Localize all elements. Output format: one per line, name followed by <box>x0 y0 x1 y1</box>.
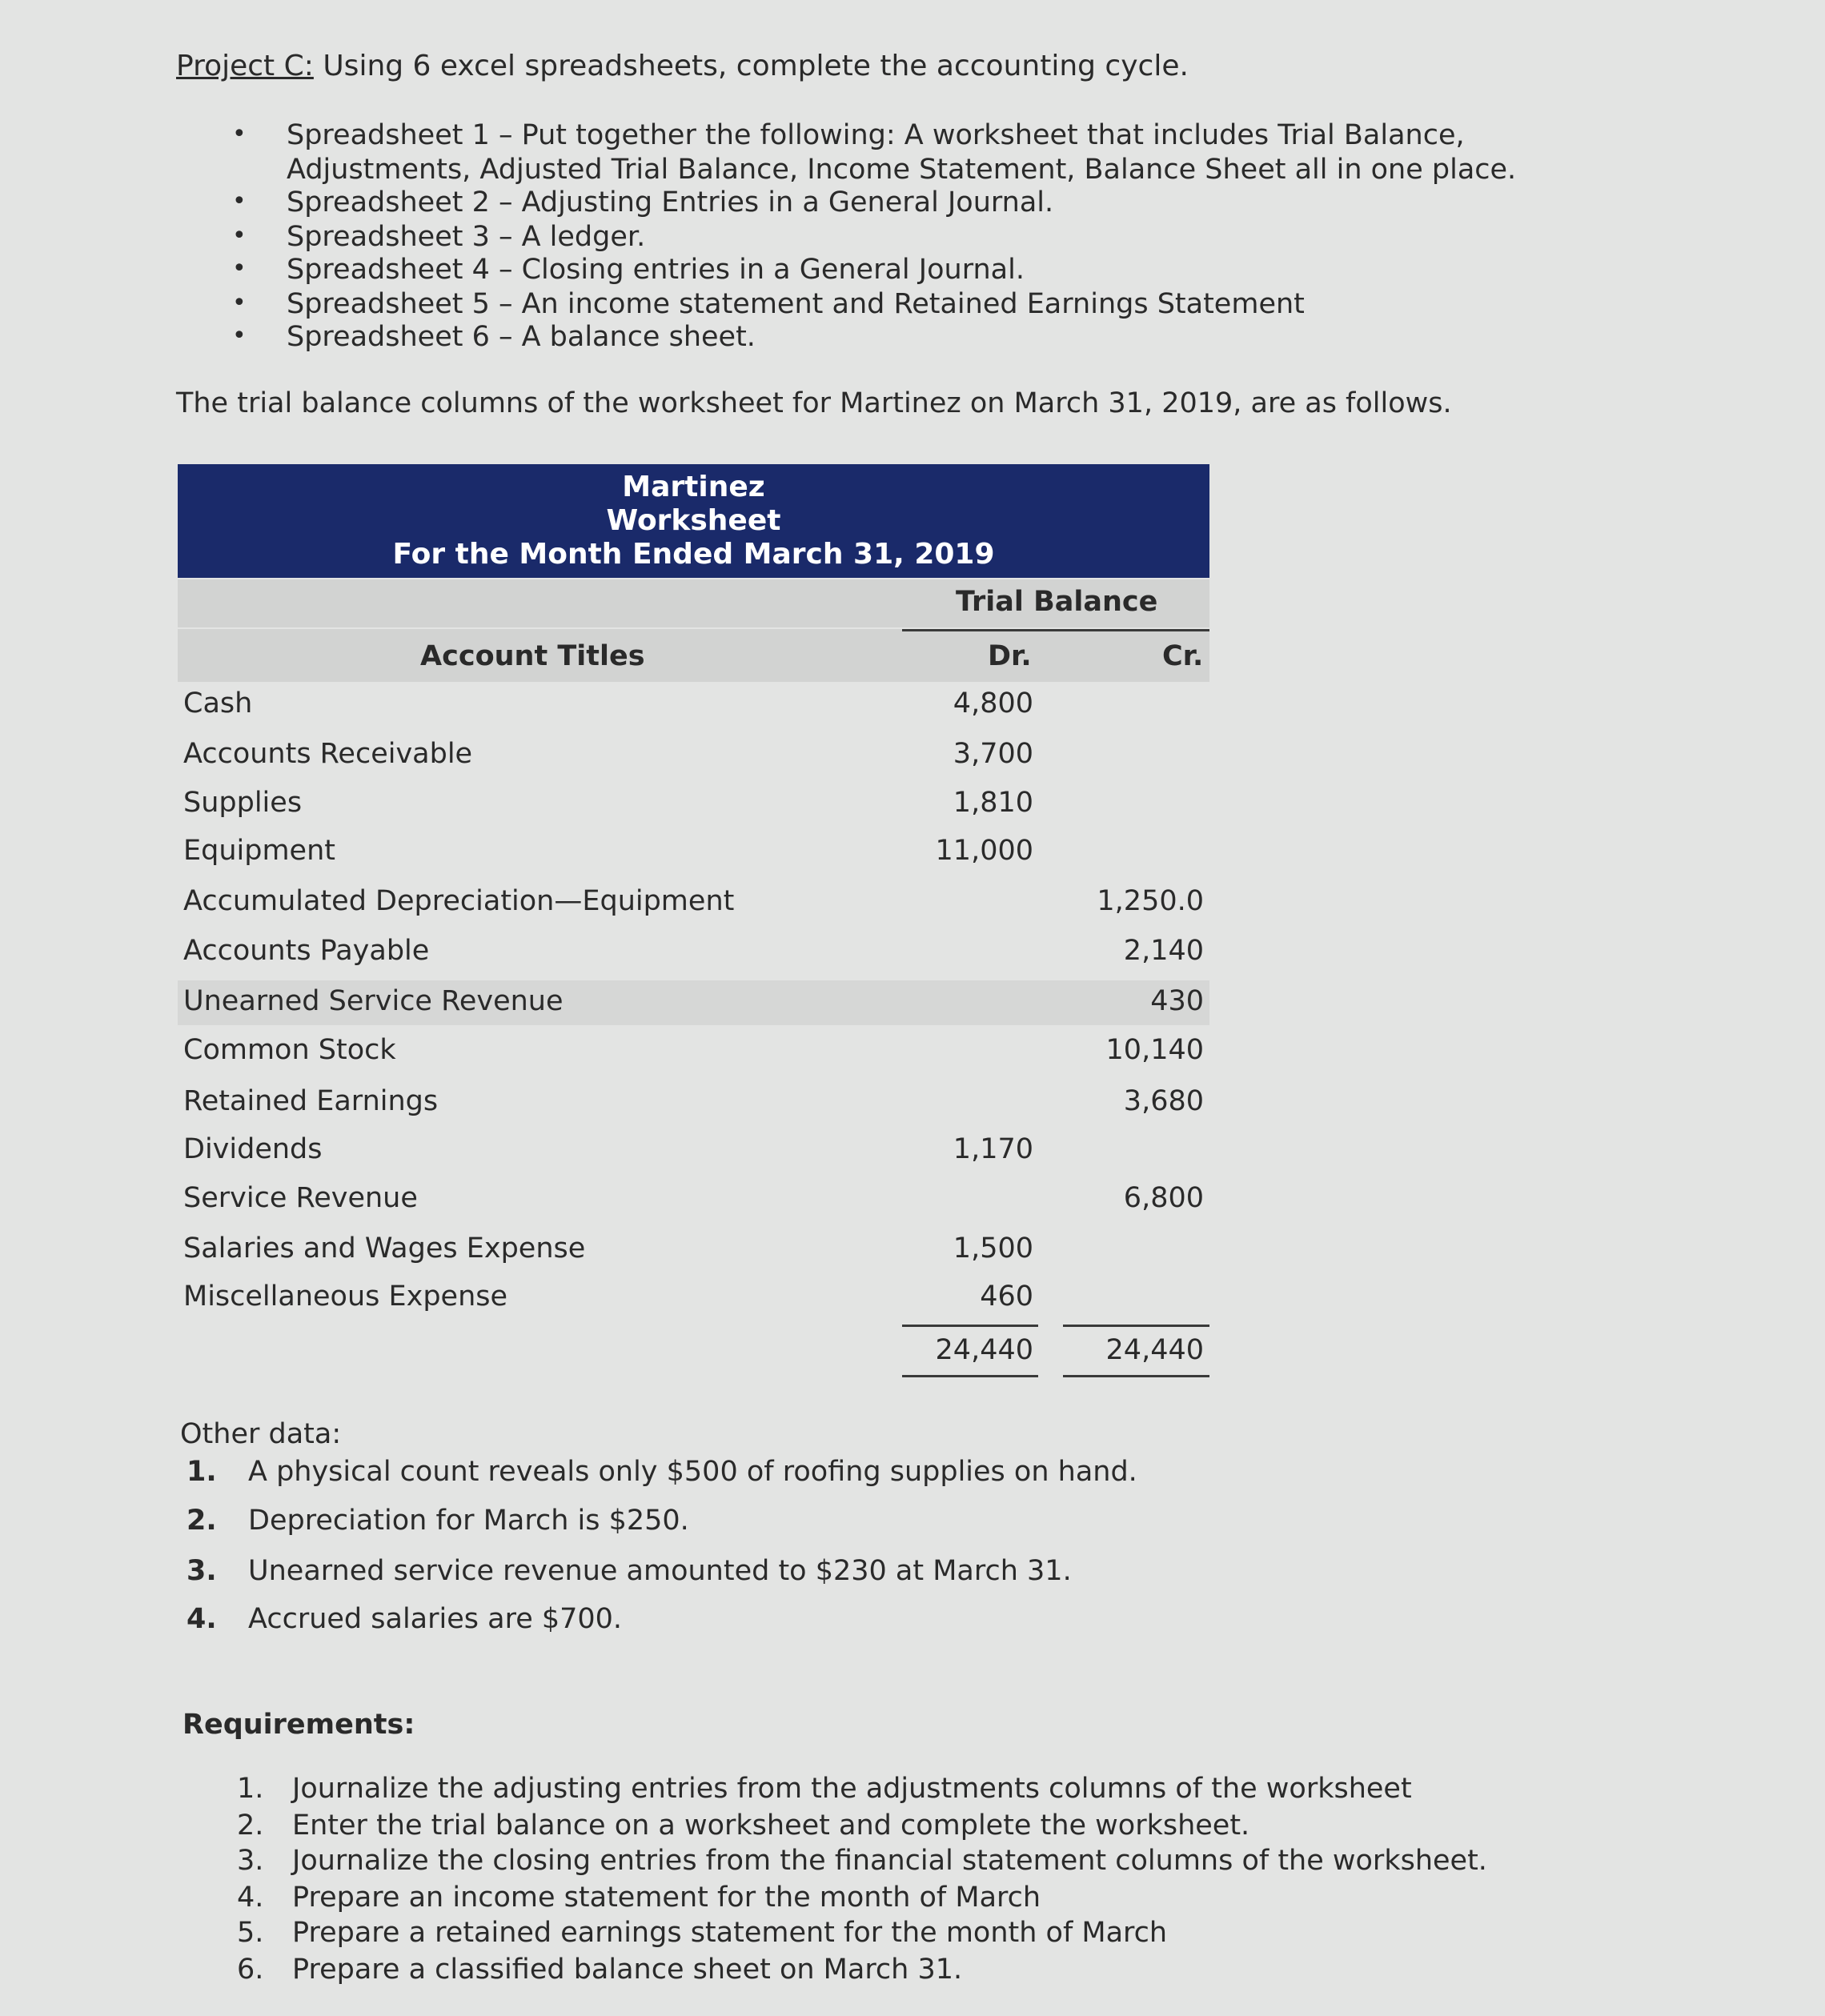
account-service-revenue: Service Revenue <box>183 1182 418 1214</box>
requirement-num-1: 1. <box>237 1773 264 1805</box>
account-accumulated-depreciation: Accumulated Depreciation—Equipment <box>183 885 735 917</box>
bullet-3: Spreadsheet 3 – A ledger. <box>287 221 646 253</box>
cr-total-rule-bottom <box>1063 1375 1209 1377</box>
account-supplies: Supplies <box>183 787 303 819</box>
requirement-num-4: 4. <box>237 1882 264 1914</box>
other-data-heading: Other data: <box>180 1418 342 1450</box>
cr-unearned-service-revenue: 430 <box>1150 985 1204 1017</box>
requirement-5: Prepare a retained earnings statement for the month of March <box>292 1917 1168 1949</box>
project-label: Project C: <box>176 50 314 82</box>
dr-salaries-wages-expense: 1,500 <box>953 1232 1033 1265</box>
dr-header: Dr. <box>988 640 1032 672</box>
dr-supplies: 1,810 <box>953 787 1033 819</box>
dr-total: 24,440 <box>935 1334 1033 1366</box>
cr-common-stock: 10,140 <box>1105 1034 1204 1066</box>
dr-total-rule-top <box>902 1325 1038 1327</box>
project-title-text: Using 6 excel spreadsheets, complete the accounting cycle. <box>313 50 1189 82</box>
account-titles-header: Account Titles <box>420 640 645 672</box>
requirement-3: Journalize the closing entries from the financial statement columns of the worksheet. <box>292 1845 1487 1877</box>
cr-retained-earnings: 3,680 <box>1123 1085 1204 1117</box>
bullet-dot: • <box>232 255 247 283</box>
trial-balance-header: Trial Balance <box>956 586 1158 618</box>
requirements-heading: Requirements: <box>182 1709 415 1741</box>
other-data-item-3: Unearned service revenue amounted to $230 at March 31. <box>248 1555 1072 1587</box>
dr-equipment: 11,000 <box>935 835 1033 867</box>
account-dividends: Dividends <box>183 1133 323 1165</box>
requirement-num-3: 3. <box>237 1845 264 1877</box>
bullet-1-line-2: Adjustments, Adjusted Trial Balance, Income Statement, Balance Sheet all in one place. <box>287 154 1517 186</box>
dr-total-rule-bottom <box>902 1375 1038 1377</box>
account-unearned-service-revenue: Unearned Service Revenue <box>183 985 564 1017</box>
account-salaries-wages-expense: Salaries and Wages Expense <box>183 1232 586 1265</box>
worksheet-title: Worksheet <box>606 504 781 537</box>
account-cash: Cash <box>183 687 253 719</box>
dr-cash: 4,800 <box>953 687 1033 719</box>
cr-accounts-payable: 2,140 <box>1123 935 1204 967</box>
worksheet-header <box>178 464 1209 578</box>
bullet-4: Spreadsheet 4 – Closing entries in a General Journal. <box>287 254 1025 286</box>
other-data-item-4: Accrued salaries are $700. <box>248 1603 623 1635</box>
requirement-num-5: 5. <box>237 1917 264 1949</box>
dr-miscellaneous-expense: 460 <box>980 1281 1033 1313</box>
cr-service-revenue: 6,800 <box>1123 1182 1204 1214</box>
bullet-dot: • <box>232 222 247 250</box>
requirement-1: Journalize the adjusting entries from the adjustments columns of the worksheet <box>292 1773 1412 1805</box>
bullet-1-line-1: Spreadsheet 1 – Put together the following: A worksheet that includes Trial Balance, <box>287 119 1465 151</box>
column-header-band <box>178 629 1209 682</box>
intro-text: The trial balance columns of the worksheet for Martinez on March 31, 2019, are as follows. <box>176 387 1452 419</box>
account-accounts-receivable: Accounts Receivable <box>183 738 473 770</box>
cr-total-rule-top <box>1063 1325 1209 1327</box>
cr-accumulated-depreciation: 1,250.0 <box>1097 885 1204 917</box>
other-data-num-4: 4. <box>187 1603 217 1635</box>
bullet-dot: • <box>232 322 247 350</box>
other-data-num-2: 2. <box>187 1505 217 1537</box>
account-miscellaneous-expense: Miscellaneous Expense <box>183 1281 508 1313</box>
account-common-stock: Common Stock <box>183 1034 396 1066</box>
account-retained-earnings: Retained Earnings <box>183 1085 439 1117</box>
company-name: Martinez <box>622 471 765 503</box>
requirement-6: Prepare a classified balance sheet on March 31. <box>292 1954 963 1986</box>
account-accounts-payable: Accounts Payable <box>183 935 430 967</box>
other-data-item-1: A physical count reveals only $500 of roofing supplies on hand. <box>248 1456 1137 1488</box>
other-data-item-2: Depreciation for March is $250. <box>248 1505 689 1537</box>
account-equipment: Equipment <box>183 835 335 867</box>
requirement-num-2: 2. <box>237 1810 264 1842</box>
bullet-2: Spreadsheet 2 – Adjusting Entries in a General Journal. <box>287 186 1054 218</box>
group-header-rule <box>902 629 1209 631</box>
cr-header: Cr. <box>1162 640 1204 672</box>
dr-accounts-receivable: 3,700 <box>953 738 1033 770</box>
bullet-dot: • <box>232 187 247 215</box>
requirement-4: Prepare an income statement for the month of March <box>292 1882 1041 1914</box>
bullet-dot: • <box>232 289 247 317</box>
other-data-num-1: 1. <box>187 1456 217 1488</box>
dr-dividends: 1,170 <box>953 1133 1033 1165</box>
bullet-dot: • <box>232 120 247 148</box>
worksheet-period: For the Month Ended March 31, 2019 <box>392 538 995 571</box>
requirement-num-6: 6. <box>237 1954 264 1986</box>
cr-total: 24,440 <box>1105 1334 1204 1366</box>
other-data-num-3: 3. <box>187 1555 217 1587</box>
project-title <box>176 50 1189 82</box>
requirement-2: Enter the trial balance on a worksheet and complete the worksheet. <box>292 1810 1250 1842</box>
bullet-6: Spreadsheet 6 – A balance sheet. <box>287 321 756 353</box>
bullet-5: Spreadsheet 5 – An income statement and Retained Earnings Statement <box>287 288 1305 320</box>
